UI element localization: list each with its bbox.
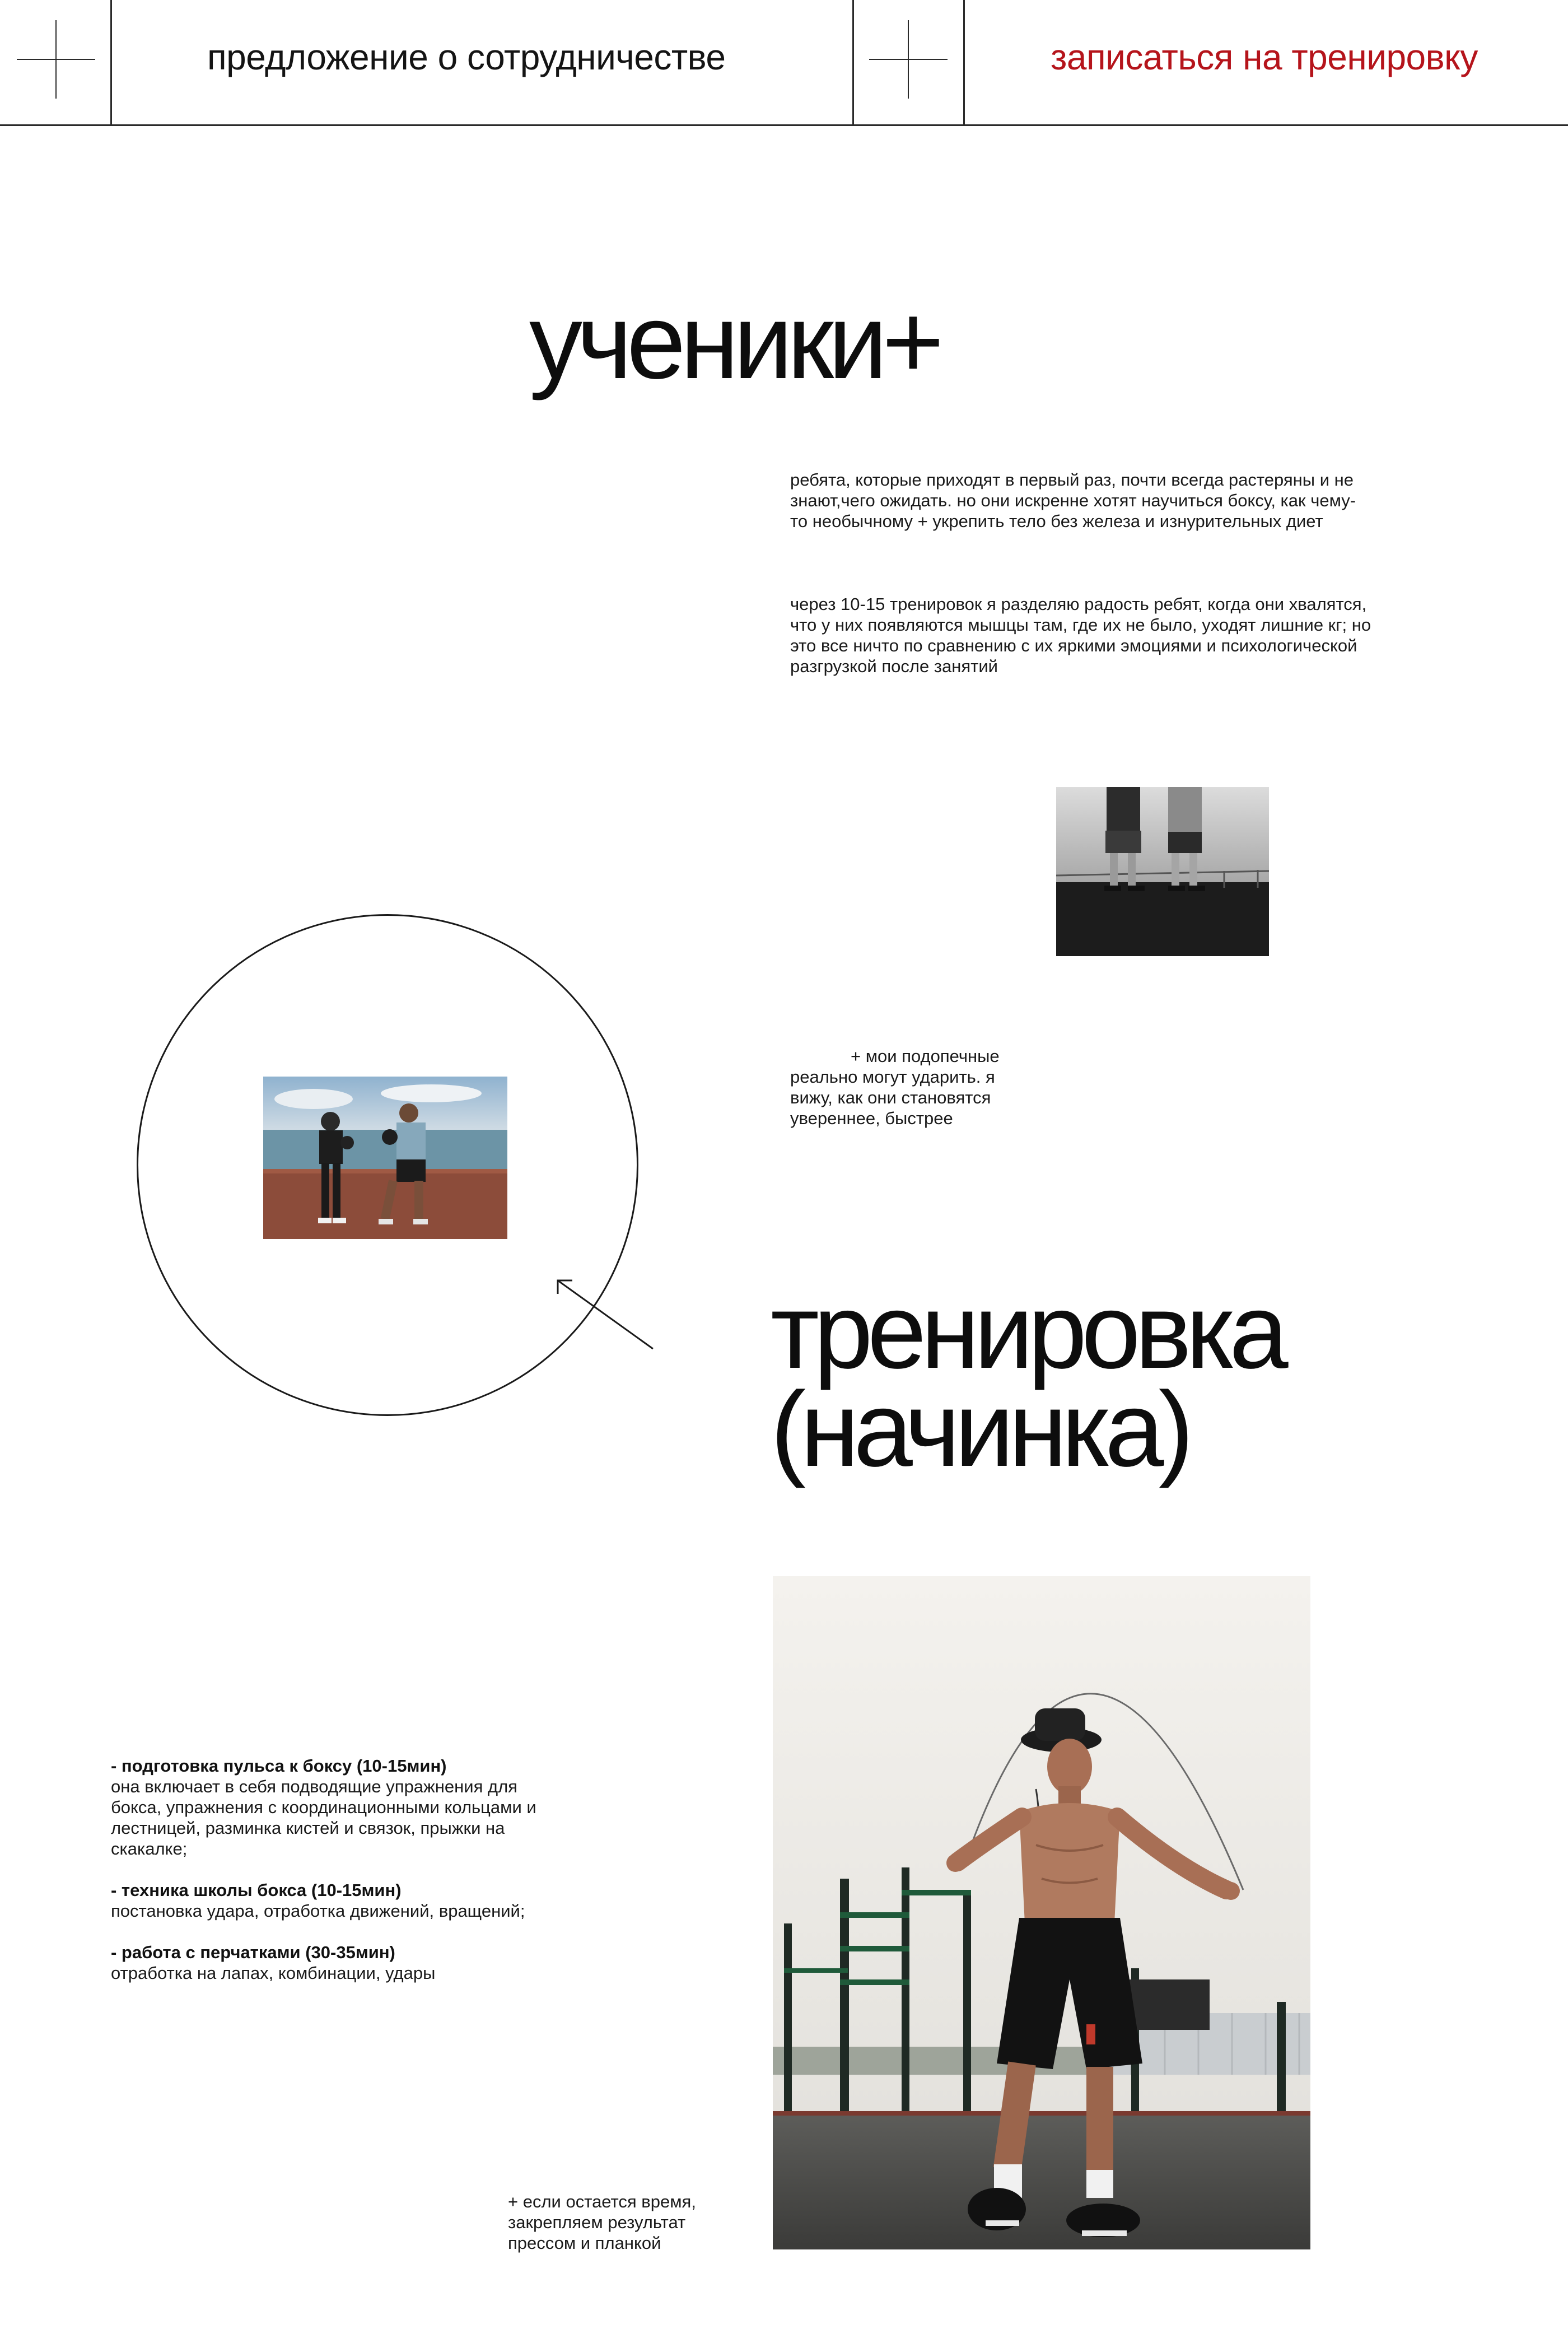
program-item bbox=[111, 1755, 536, 1859]
site-header bbox=[0, 0, 1568, 126]
training-heading-line: (начинка) bbox=[771, 1370, 1188, 1489]
program-item-description: она включает в себя подводящие упражнения для бокса, упражнения с координационными кольцами и лестницей, разминка кистей и связок, прыжки на скакалке; bbox=[111, 1777, 536, 1858]
punch-note: + мои подопечные реально могут ударить. я вижу, как они становятся увереннее, быстрее bbox=[790, 1046, 1000, 1128]
training-heading-line: тренировка bbox=[771, 1272, 1283, 1391]
training-heading bbox=[771, 1272, 1283, 1489]
program-item-title: - подготовка пульса к боксу (10-15мин) bbox=[111, 1756, 447, 1776]
program-item-title: - работа с перчатками (30-35мин) bbox=[111, 1943, 395, 1962]
partnership-link[interactable]: предложение о сотрудничестве bbox=[207, 37, 726, 77]
program-item-description: постановка удара, отработка движений, вращений; bbox=[111, 1901, 525, 1921]
program-item bbox=[111, 1942, 536, 1983]
jump-rope-photo bbox=[773, 1576, 1310, 2249]
header-divider bbox=[110, 0, 112, 126]
program-item-description: отработка на лапах, комбинации, удары bbox=[111, 1963, 436, 1983]
students-paragraph: ребята, которые приходят в первый раз, почти всегда растеряны и не знают,чего ожидать. но они искренне хотят научиться боксу, как чему-то необычному + укрепить тело без железа и изнурительных диет bbox=[790, 470, 1356, 531]
plus-cross-icon bbox=[869, 20, 948, 99]
extra-note: + если остается время, закрепляем результат прессом и планкой bbox=[508, 2192, 696, 2253]
header-divider bbox=[852, 0, 854, 126]
training-program-list bbox=[111, 1755, 536, 2004]
arrow-up-left-icon bbox=[549, 1271, 661, 1356]
signup-training-link[interactable]: записаться на тренировку bbox=[1051, 37, 1478, 77]
students-paragraph: через 10-15 тренировок я разделяю радость ребят, когда они хвалятся, что у них появляются мышцы там, где их не было, уходят лишние кг; но это все ничто по сравнению с их яркими эмоциями и психологической разгрузкой после занятий bbox=[790, 594, 1371, 676]
program-item bbox=[111, 1880, 536, 1921]
boxers-bw-photo bbox=[1056, 787, 1269, 956]
plus-cross-icon bbox=[17, 20, 95, 99]
students-heading: ученики+ bbox=[529, 282, 939, 401]
sparring-photo bbox=[263, 1077, 507, 1239]
header-divider bbox=[963, 0, 965, 126]
program-item-title: - техника школы бокса (10-15мин) bbox=[111, 1880, 402, 1900]
